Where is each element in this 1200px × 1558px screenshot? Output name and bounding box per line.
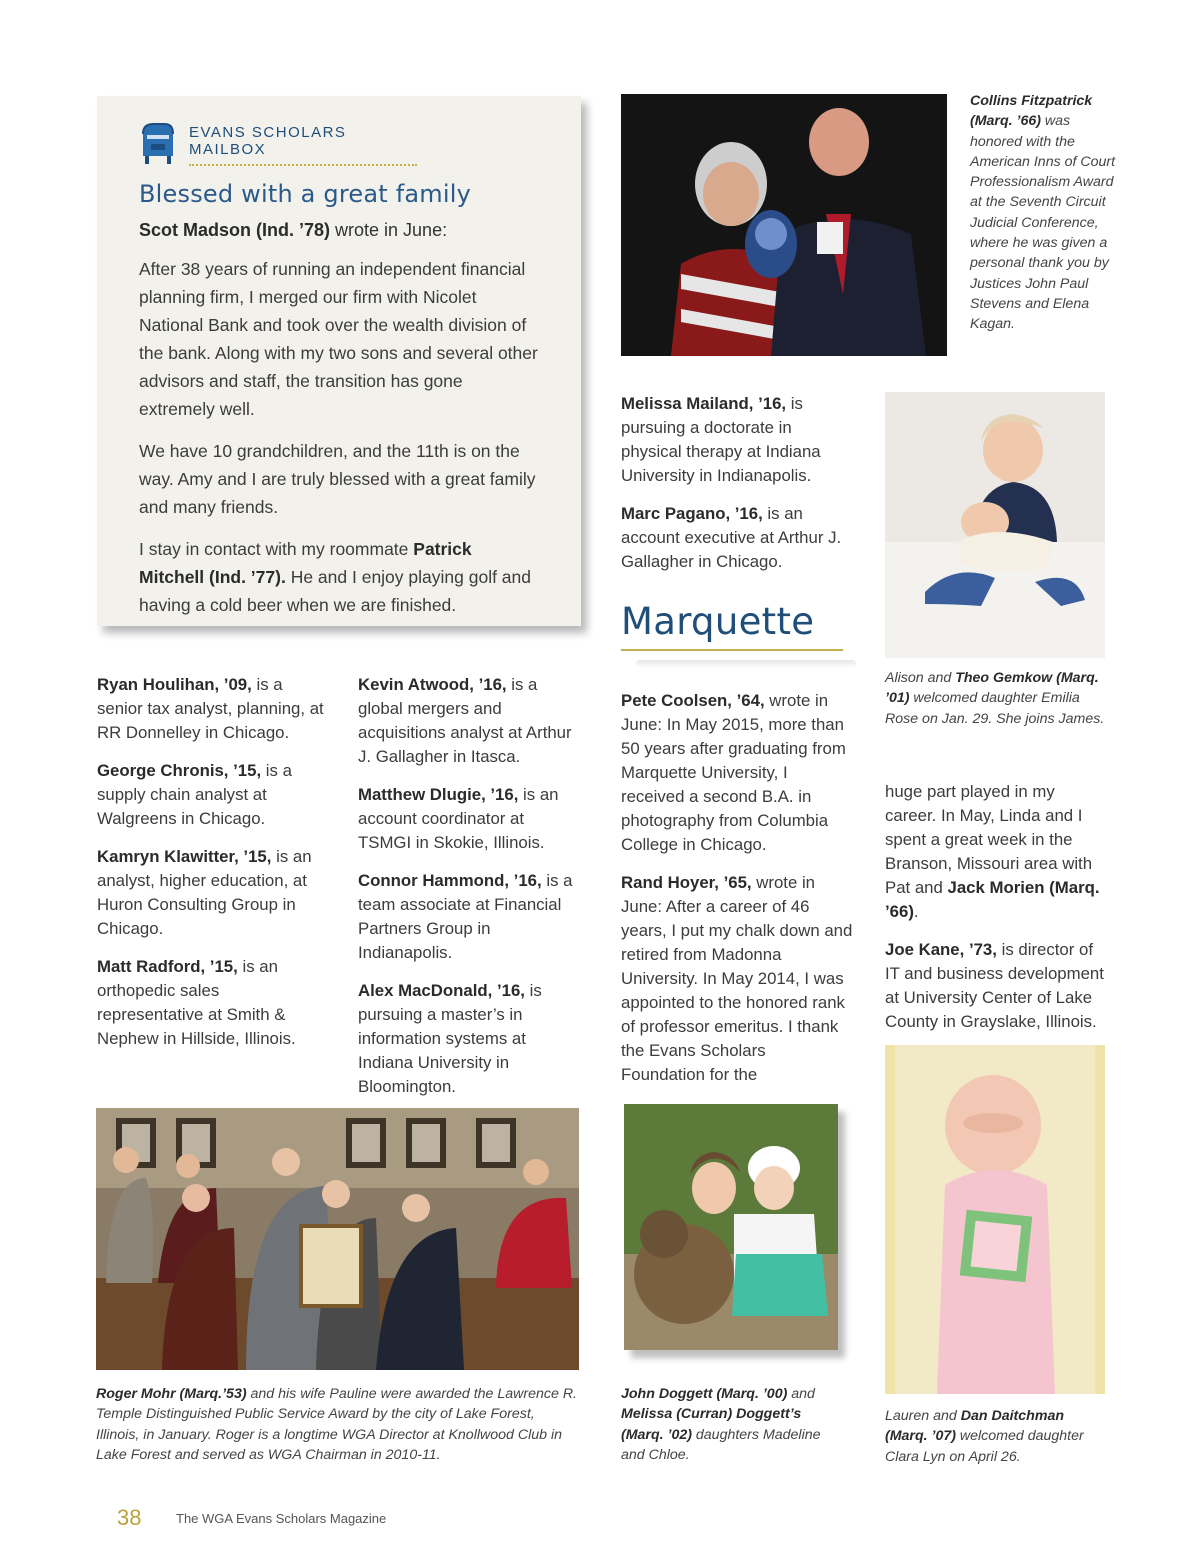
mailbox-icon [139,120,177,164]
person-name: Scot Madson (Ind. ’78) [139,220,331,240]
alumni-note: Kevin Atwood, ’16, is a global mergers and acquisitions analyst at Arthur J. Gallagher in Itasca. [358,675,572,766]
mailbox-sidebar [97,96,581,626]
alumni-note: Rand Hoyer, ’65, wrote in June: After a career of 46 years, I put my chalk down and retired from Madonna University. In May 2014, I was appointed to the honored rank of professor emeritus. I thank the Evans Scholars Foundation for the [621,873,853,1084]
alumni-note: Melissa Mailand, ’16, is pursuing a doctorate in physical therapy at Indiana University in Indianapolis. [621,394,821,485]
sidebar-paragraph-3: I stay in contact with my roommate Patrick Mitchell (Ind. ’77). He and I enjoy playing golf and having a cold beer when we are finished. [139,539,531,615]
mailbox-header [139,120,541,166]
alumni-note: Alex MacDonald, ’16, is pursuing a master’s in information systems at Indiana University in Bloomington. [358,981,542,1096]
sidebar-lead: Scot Madson (Ind. ’78) wrote in June: [139,220,448,240]
photo-gemkow-children [885,392,1105,658]
alumni-note: Matthew Dlugie, ’16, is an account coordinator at TSMGI in Skokie, Illinois. [358,785,559,852]
photo-daitchman-baby [885,1045,1105,1394]
alumni-note-continued: huge part played in my career. In May, Linda and I spent a great week in the Branson, Missouri area with Pat and Jack Morien (Marq. ’66). [885,782,1100,921]
column-2 [358,673,580,1113]
mailbox-label: EVANS SCHOLARS MAILBOX [189,120,417,166]
photo-doggett-daughters [624,1104,838,1350]
alumni-note: Kamryn Klawitter, ’15, is an analyst, higher education, at Huron Consulting Group in Chicago. [97,847,312,938]
alumni-note: Pete Coolsen, ’64, wrote in June: In May 2015, more than 50 years after graduating from Marquette University, I received a second B.A. in photography from Columbia College in Chicago. [621,691,846,854]
photo-mohr-award-group [96,1108,579,1370]
alumni-note: Joe Kane, ’73, is director of IT and business development at University Center of Lake County in Grayslake, Illinois. [885,940,1104,1031]
column-4 [885,780,1107,1048]
sidebar-title: Blessed with a great family [139,180,471,208]
caption-gemkow: Alison and Theo Gemkow (Marq. ’01) welcomed daughter Emilia Rose on Jan. 29. She joins James. [885,670,1105,727]
sidebar-paragraph-2: We have 10 grandchildren, and the 11th is on the way. Amy and I are truly blessed with a great family and many friends. [139,441,536,517]
caption-doggett: John Doggett (Marq. ’00) and Melissa (Curran) Doggett’s (Marq. ’02) daughters Madeline and Chloe. [621,1386,821,1463]
column-3-marquette [621,689,853,1101]
alumni-note: Connor Hammond, ’16, is a team associate at Financial Partners Group in Indianapolis. [358,871,573,962]
alumni-note: Matt Radford, ’15, is an orthopedic sales representative at Smith & Nephew in Hillside, Illinois. [97,957,296,1048]
alumni-note: Marc Pagano, ’16, is an account executive at Arthur J. Gallagher in Chicago. [621,504,842,571]
magazine-title: The WGA Evans Scholars Magazine [176,1511,387,1526]
section-title-shadow [636,660,856,668]
sidebar-paragraph-1: After 38 years of running an independent financial planning firm, I merged our firm with Nicolet National Bank and took over the wealth division of the bank. Along with my two sons and several other advisors and staff, the transition has gone extremely well. [139,259,538,419]
caption-daitchman: Lauren and Dan Daitchman (Marq. ’07) welcomed daughter Clara Lyn on April 26. [885,1408,1084,1465]
caption-fitzpatrick: Collins Fitzpatrick (Marq. ’66) was honored with the American Inns of Court Professionalism Award at the Seventh Circuit Judicial Conference, where he was given a personal thank you by Justices John Paul Stevens and Elena Kagan. [970,93,1116,333]
column-3-top [621,392,853,588]
section-title-marquette: Marquette [621,600,843,651]
column-1 [97,673,327,1065]
caption-mohr: Roger Mohr (Marq.’53) and his wife Pauline were awarded the Lawrence R. Temple Distinguished Public Service Award by the city of Lake Forest, Illinois, in January. Roger is a longtime WGA Director at Knollwood Club in Lake Forest and served as WGA Chairman in 2010-11. [96,1386,578,1463]
photo-fitzpatrick-award [621,94,947,356]
alumni-note: Ryan Houlihan, ’09, is a senior tax analyst, planning, at RR Donnelley in Chicago. [97,675,324,742]
alumni-note: George Chronis, ’15, is a supply chain analyst at Walgreens in Chicago. [97,761,292,828]
page-number: 38 [117,1505,142,1530]
person-name: Patrick Mitchell (Ind. ’77). [139,539,472,587]
